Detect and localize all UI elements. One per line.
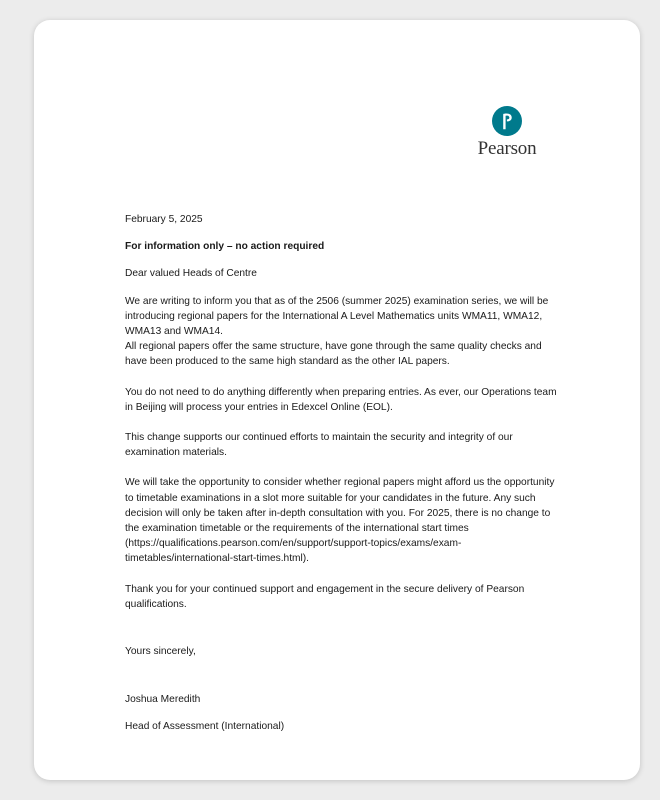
letter-body — [125, 212, 565, 735]
pearson-p-icon — [492, 106, 522, 136]
paragraph-4: We will take the opportunity to consider whether regional papers might afford us the opportunity to timetable examinations in a slot more suitable for your candidates in the future. Any such decision will only be taken after in-depth consultation with you. For 2025, there is no change to the examination timetable or the requirements of the international start times (https://qualifications.pearson.com/en/support/support-topics/exams/exam-timetables/international-start-times.html). — [125, 477, 555, 565]
salutation: Dear valued Heads of Centre — [125, 268, 257, 280]
logo-wordmark: Pearson — [477, 138, 537, 159]
signer-title: Head of Assessment (International) — [125, 721, 285, 733]
letter-date: February 5, 2025 — [125, 214, 203, 225]
closing: Yours sincerely, — [125, 646, 196, 658]
signer-name: Joshua Meredith — [125, 694, 201, 706]
paragraph-1b: All regional papers offer the same structure, have gone through the same quality checks and have been produced to the same high standard as the other IAL papers. — [125, 341, 542, 368]
paragraph-2: You do not need to do anything differently when preparing entries. As ever, our Operations team in Beijing will process your entries in Edexcel Online (EOL). — [125, 386, 557, 413]
pearson-logo — [470, 106, 544, 160]
paragraph-5: Thank you for your continued support and engagement in the secure delivery of Pearson qualifications. — [125, 583, 525, 610]
letter-page — [34, 20, 640, 780]
paragraph-3: This change supports our continued efforts to maintain the security and integrity of our examination materials. — [125, 432, 513, 459]
notice-line: For information only – no action required — [125, 241, 325, 253]
paragraph-1: We are writing to inform you that as of the 2506 (summer 2025) examination series, we will be introducing regional papers for the International A Level Mathematics units WMA11, WMA12, WMA13 and WMA14. — [125, 295, 549, 338]
